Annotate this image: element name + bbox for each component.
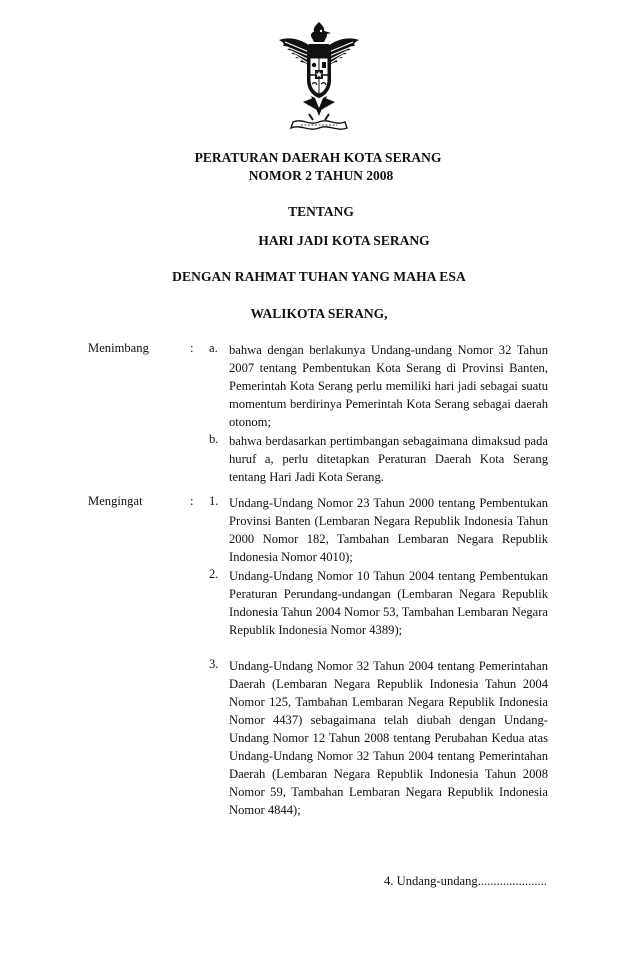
regulation-number: NOMOR 2 TAHUN 2008 [248, 168, 394, 183]
menimbang-item-a-text: bahwa dengan berlakunya Undang-undang Nomor 32 Tahun 2007 tentang Pembentukan Kota Serang di Provinsi Banten, Pemerintah Kota Serang perlu memiliki hari jadi sebagai suatu momentum berdirinya Pemerintah Kota Serang sebagai daerah otonom; [229, 343, 548, 429]
mengingat-item-3-mark: 3. [209, 657, 219, 671]
mayor-heading: WALIKOTA SERANG, [250, 306, 388, 321]
menimbang-label: Menimbang [88, 341, 149, 355]
menimbang-colon: : [190, 341, 194, 355]
mengingat-item-2-text: Undang-Undang Nomor 10 Tahun 2004 tentang Pembentukan Peraturan Perundang-undangan (Lembaran Negara Republik Indonesia Tahun 2004 Nomor 53, Tambahan Lembaran Negara Republik Indonesia Nomor 4389); [229, 569, 548, 637]
mengingat-item-3-text: Undang-Undang Nomor 32 Tahun 2004 tentang Pemerintahan Daerah (Lembaran Negara Republik Indonesia Tahun 2004 Nomor 125, Tambahan Lembaran Negara Republik Indonesia Nomor 4437) sebagaimana telah diubah dengan Undang-Undang Nomor 12 Tahun 2008 tentang Perubahan Kedua atas Undang-Undang Nomor 32 Tahun 2004 tentang Pemerintahan Daerah (Lembaran Negara Republik Indonesia Tahun 2008 Nomor 59, Tambahan Lembaran Negara Republik Indonesia Nomor 4844); [229, 659, 548, 817]
continuation-catchword: 4. Undang-undang...................... [384, 874, 547, 888]
mengingat-colon: : [190, 494, 194, 508]
mengingat-item-1-text: Undang-Undang Nomor 23 Tahun 2000 tentang Pembentukan Provinsi Banten (Lembaran Negara Republik Indonesia Tahun 2000 Nomor 182, Tambahan Lembaran Negara Republik Indonesia Nomor 4010); [229, 496, 548, 564]
about-heading: TENTANG [288, 204, 354, 219]
menimbang-item-b-mark: b. [209, 432, 219, 446]
regulation-subject: HARI JADI KOTA SERANG [258, 233, 430, 248]
garuda-emblem-icon [273, 18, 365, 136]
mengingat-label: Mengingat [88, 494, 143, 508]
menimbang-item-b-text: bahwa berdasarkan pertimbangan sebagaimana dimaksud pada huruf a, perlu ditetapkan Peraturan Daerah Kota Serang tentang Hari Jadi Kota Serang. [229, 434, 548, 484]
preamble-line: DENGAN RAHMAT TUHAN YANG MAHA ESA [172, 269, 466, 284]
mengingat-item-2-mark: 2. [209, 567, 219, 581]
regulation-title: PERATURAN DAERAH KOTA SERANG [194, 150, 442, 165]
menimbang-item-a-mark: a. [209, 341, 218, 355]
mengingat-item-1-mark: 1. [209, 494, 219, 508]
